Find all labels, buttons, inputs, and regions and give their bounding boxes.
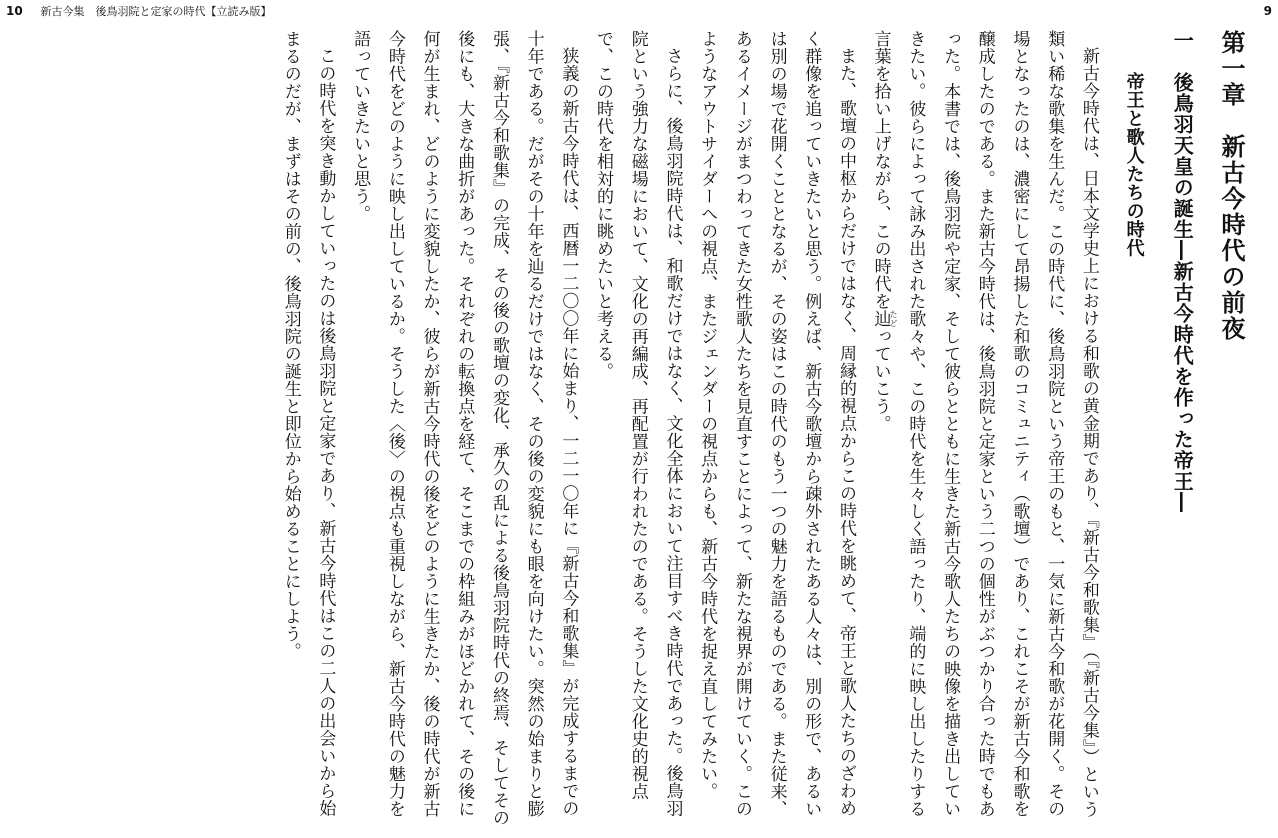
running-head-title: 新古今集 後鳥羽院と定家の時代【立読み版】	[40, 5, 272, 18]
paragraph-3: さらに、後鳥羽院時代は、和歌だけではなく、文化全体において注目すべき時代であった。後鳥羽院という強力な磁場において、文化の再編成、再配置が行われたのである。そうした文化史的視点で、この時代を相対的に眺めたいと考える。	[593, 30, 683, 817]
paragraph-1: 新古今時代は、日本文学史上における和歌の黄金期であり、『新古今和歌集』（『新古今集』）という類い稀な歌集を生んだ。この時代に、後鳥羽院という帝王のもと、一気に新古今和歌が花開く。その場となったのは、濃密にして昂揚した和歌のコミュニティ（歌壇）であり、これこそが新古今和歌を醸成したのである。また新古今時代は、後鳥羽院と定家という二つの個性がぶつかり合った時でもあった。本書では、後鳥羽院や定家、そして彼らとともに生きた新古今歌人たちの映像を描き出していきたい。彼らによって詠み出された歌々や、この時代を生々しく語ったり、端的に映し出したりする言葉を拾い上げながら、この時代を辿たどっていこう。	[870, 30, 1099, 818]
section-title: 一 後鳥羽天皇の誕生―新古今時代を作った帝王―	[1170, 30, 1195, 513]
paragraph-2: また、歌壇の中枢からだけではなく、周縁的視点からこの時代を眺めて、帝王と歌人たちのざわめく群像を追っていきたいと思う。例えば、新古今歌壇から疎外されたある人々は、別の形で、あるいは別の場で花開くこととなるが、その姿はこの時代のもう一つの魅力を語るものである。また従来、あるイメージがまつわってきた女性歌人たちを見直すことによって、新たな視界が開けていく。このようなアウトサイダーへの視点、またジェンダーの視点からも、新古今時代を捉え直してみたい。	[697, 30, 856, 818]
running-header-left	[6, 4, 272, 19]
chapter-title: 第一章 新古今時代の前夜	[1217, 30, 1245, 342]
ruby-reading: たど	[889, 310, 899, 328]
page-number-left: 10	[6, 4, 23, 18]
paragraph-4: 狭義の新古今時代は、西暦一二〇〇年に始まり、一二一〇年に『新古今和歌集』が完成するまでの十年である。だがその十年を辿るだけではなく、その後の変貌にも眼を向けたい。突然の始まりと膨張、『新古今和歌集』の完成、その後の歌壇の変化、承久の乱による後鳥羽院時代の終焉、そしてその後にも、大きな曲折があった。それぞれの転換点を経て、そこまでの枠組みがほどかれて、その後に何が生まれ、どのように変貌したか、彼らが新古今時代の後をどのように生きたか、後の時代が新古今時代をどのように映し出しているか。そうした〈後〉の視点も重視しながら、新古今時代の魅力を語っていきたいと思う。	[350, 30, 579, 827]
page-number-right: 9	[1263, 4, 1272, 18]
vertical-text-body	[42, 30, 1256, 830]
subsection-title: 帝王と歌人たちの時代	[1123, 72, 1145, 257]
paragraph-5: この時代を突き動かしていったのは後鳥羽院と定家であり、新古今時代はこの二人の出会いから始まるのだが、まずはその前の、後鳥羽院の誕生と即位から始めることにしよう。	[280, 30, 336, 817]
ruby-annotation: 辿たど	[870, 310, 899, 328]
